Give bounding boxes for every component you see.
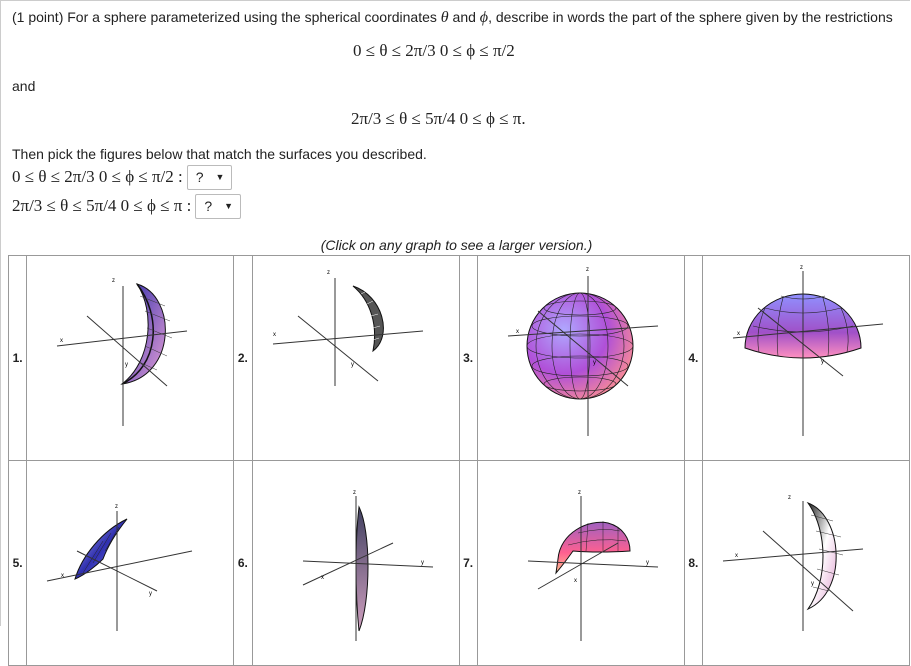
and-label: and	[12, 78, 36, 94]
figure-number-7: 7.	[459, 461, 477, 666]
axis-x-label: x	[735, 553, 738, 559]
figure-grid	[8, 255, 910, 666]
caption: (Click on any graph to see a larger version.)	[320, 237, 593, 253]
axis-z-label: z	[577, 490, 581, 496]
axis-y-label: y	[821, 359, 824, 365]
axis-x-label: x	[515, 329, 519, 335]
axis-y-label: y	[645, 560, 649, 566]
problem-intro	[12, 9, 893, 27]
figure-number-3: 3.	[459, 256, 477, 461]
figure-5-graph[interactable]	[27, 481, 233, 645]
axis-x-label: x	[737, 331, 740, 337]
chevron-down-icon: ▼	[215, 172, 225, 182]
intro-prefix: (1 point) For a sphere parameterized using the spherical coordinates	[12, 9, 441, 25]
figure-2-graph[interactable]	[253, 256, 459, 460]
figure-8[interactable]	[703, 461, 910, 666]
figure-4[interactable]	[703, 256, 910, 461]
instruction: Then pick the figures below that match the surfaces you described.	[12, 146, 427, 162]
axis-z-label: z	[800, 265, 803, 271]
axis-x-label: x	[61, 573, 65, 579]
axis-x-label: x	[272, 332, 276, 338]
axis-z-label: z	[585, 267, 589, 273]
axis-z-label: z	[788, 495, 791, 501]
question-label-1: 0 ≤ θ ≤ 2π/3 0 ≤ ϕ ≤ π/2 :	[12, 167, 183, 186]
figure-6-graph[interactable]	[253, 481, 459, 645]
restriction-2: 2π/3 ≤ θ ≤ 5π/4 0 ≤ ϕ ≤ π.	[351, 109, 526, 128]
figure-number-8: 8.	[684, 461, 702, 666]
figure-number-2: 2.	[234, 256, 252, 461]
intro-suffix: , describe in words the part of the sphere given by the restrictions	[488, 9, 893, 25]
figure-1-graph[interactable]	[27, 256, 233, 460]
question-row-1	[12, 164, 232, 190]
question-row-2	[12, 193, 241, 219]
figure-number-5: 5.	[9, 461, 27, 666]
answer-select-1-value: ?	[195, 169, 204, 185]
phi-symbol: ϕ	[479, 9, 489, 26]
figure-7-graph[interactable]	[478, 481, 684, 645]
figure-5[interactable]	[27, 461, 234, 666]
figure-7[interactable]	[477, 461, 684, 666]
axis-z-label: z	[112, 278, 116, 284]
chevron-down-icon: ▼	[224, 201, 234, 211]
axis-y-label: y	[149, 591, 153, 597]
restriction-1: 0 ≤ θ ≤ 2π/3 0 ≤ ϕ ≤ π/2	[353, 41, 515, 60]
figure-4-graph[interactable]	[703, 256, 909, 460]
figure-2[interactable]	[252, 256, 459, 461]
answer-select-2-value: ?	[204, 198, 213, 214]
figure-3[interactable]	[477, 256, 684, 461]
theta-symbol: θ	[440, 9, 449, 26]
axis-x-label: x	[60, 338, 64, 344]
axis-y-label: y	[811, 581, 814, 587]
axis-y-label: y	[350, 362, 354, 368]
figure-8-graph[interactable]	[703, 481, 909, 645]
question-label-2: 2π/3 ≤ θ ≤ 5π/4 0 ≤ ϕ ≤ π :	[12, 196, 192, 215]
axis-x-label: x	[320, 575, 324, 581]
axis-x-label: x	[573, 578, 577, 584]
figure-3-graph[interactable]	[478, 256, 684, 460]
axis-z-label: z	[352, 490, 356, 496]
axis-y-label: y	[592, 360, 596, 366]
axis-z-label: z	[326, 270, 330, 276]
answer-select-1[interactable]	[187, 165, 233, 190]
figure-number-1: 1.	[9, 256, 27, 461]
axis-z-label: z	[115, 504, 119, 510]
figure-number-6: 6.	[234, 461, 252, 666]
axis-y-label: y	[125, 362, 129, 368]
figure-1[interactable]	[27, 256, 234, 461]
intro-and: and	[448, 9, 480, 25]
figure-number-4: 4.	[684, 256, 702, 461]
answer-select-2[interactable]	[195, 194, 241, 219]
axis-y-label: y	[420, 560, 424, 566]
figure-6[interactable]	[252, 461, 459, 666]
